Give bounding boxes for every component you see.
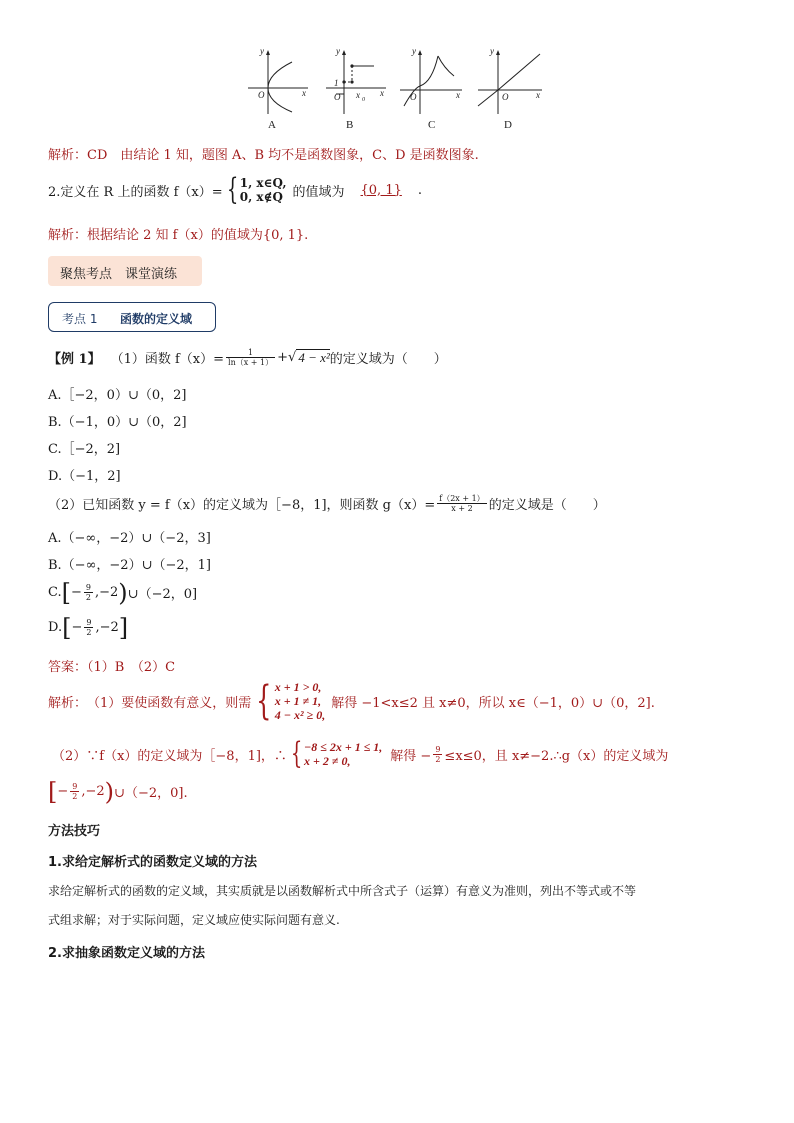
graph-d-origin: O — [502, 92, 509, 102]
analysis-1-label: 解析： — [48, 148, 88, 163]
graph-c-origin: O — [410, 92, 417, 102]
analysis-3-part-3 — [48, 777, 188, 806]
section-banner-text: 聚焦考点 课堂演练 — [60, 267, 178, 282]
topic-title: 函数的定义域 — [120, 312, 193, 326]
methods-body-1-line-2: 式组求解；对于实际问题，定义域应使实际问题有意义. — [48, 913, 340, 927]
methods-title: 方法技巧 — [48, 824, 101, 839]
fraction-numerator: 9 — [86, 618, 92, 627]
option-2a: A.（−∞，−2）∪（−2，3] — [48, 531, 211, 546]
fraction-denominator: 2 — [435, 754, 441, 764]
option-1d: D.（−1，2] — [48, 469, 121, 484]
analysis-3-part-2 — [52, 736, 669, 771]
analysis-3-p2-brace: { — [290, 736, 303, 771]
minus-sign: − — [71, 620, 83, 635]
q2-case-1: 1, x∈Q, — [239, 176, 287, 190]
graph-d-y-label: y — [490, 46, 494, 56]
analysis-3-p1-text: （1）要使函数有意义，则需 — [87, 695, 252, 711]
analysis-3-p1-result: 解得 −1<x≤2 且 x≠0，所以 x∈（−1，0）∪（0，2]. — [331, 695, 655, 711]
graph-b-x-label: x — [380, 88, 384, 98]
sqrt-sign: √ — [288, 350, 297, 365]
option-2d — [48, 613, 129, 642]
analysis-3-p3-rest: ∪（−2，0]. — [114, 786, 188, 801]
graph-a-origin: O — [258, 90, 265, 100]
option-1c: C.［−2，2] — [48, 442, 121, 457]
graph-a-x-label: x — [302, 88, 306, 98]
right-paren: ) — [104, 777, 115, 806]
graph-b-y-label: y — [336, 46, 340, 56]
example-part1-suffix: 的定义域为（ ） — [329, 352, 447, 367]
example-1-part-1 — [48, 348, 447, 367]
option-1b: B.（−1，0）∪（0，2] — [48, 415, 187, 430]
analysis-2 — [48, 224, 308, 243]
left-bracket: [ — [61, 578, 71, 607]
example-part2-prefix: （2）已知函数 y = f（x）的定义域为［−8，1]，则函数 g（x）= — [48, 498, 436, 513]
methods-body-1-line-1: 求给定解析式的函数的定义域，其实质就是以函数解析式中所含式子（运算）有意义为准则，列出不等式或不等 — [48, 884, 637, 898]
q2-prefix: 2.定义在 R 上的函数 f（x）= — [48, 184, 223, 200]
analysis-3-p2-result-b: ≤x≤0，且 x≠−2.∴g（x）的定义域为 — [444, 748, 669, 764]
q2-mid: 的值域为 — [292, 184, 345, 200]
option-2c-fraction — [84, 583, 93, 602]
topic-number: 考点 1 — [62, 312, 98, 326]
fraction-denominator: 2 — [85, 593, 91, 602]
fraction-denominator: x + 2 — [451, 504, 473, 513]
methods-heading-1: 1.求给定解析式的函数定义域的方法 — [48, 855, 257, 870]
analysis-3-label: 解析： — [48, 695, 88, 711]
analysis-3-p2-result-a: 解得 − — [390, 748, 432, 764]
analysis-2-label: 解析： — [48, 228, 88, 243]
answer: 答案：（1）B （2）C — [48, 660, 176, 675]
option-2c-upper: ,−2 — [95, 585, 119, 600]
fraction-numerator: 9 — [85, 583, 91, 592]
fraction-denominator: ln（x + 1） — [228, 358, 274, 367]
analysis-3-p1-cases — [275, 680, 325, 722]
analysis-3-p2-cases — [304, 740, 382, 768]
case-line: x + 1 ≠ 1, — [274, 694, 322, 708]
option-2c-rest: ∪（−2，0] — [127, 587, 198, 602]
option-2c — [48, 578, 198, 607]
graph-b-caption: B — [346, 119, 354, 131]
right-bracket: ] — [118, 613, 129, 642]
example-part1-sqrt: 4 − x² — [298, 350, 330, 365]
analysis-1 — [48, 144, 479, 163]
case-line: 4 − x² ≥ 0, — [274, 708, 326, 722]
option-1a: A.［−2，0）∪（0，2] — [48, 388, 187, 403]
q2-answer: {0, 1} — [360, 182, 402, 198]
graph-b-one-label: 1 — [334, 78, 339, 88]
case-line: x + 1 > 0, — [274, 680, 322, 694]
option-2c-prefix: C. — [48, 585, 62, 600]
analysis-3-p1-brace: { — [256, 678, 272, 724]
fraction-numerator: 9 — [435, 744, 441, 754]
graph-b-x0-sub: 0 — [362, 97, 365, 103]
fraction-numerator: 1 — [226, 348, 275, 358]
analysis-3-p3-upper: ,−2 — [81, 784, 105, 799]
graph-a-y-label: y — [260, 46, 264, 56]
right-paren: ) — [118, 578, 128, 607]
option-2b: B.（−∞，−2）∪（−2，1] — [48, 558, 211, 573]
graph-b-origin: O — [334, 92, 341, 102]
fraction-denominator: 2 — [72, 792, 78, 801]
left-bracket: [ — [48, 777, 58, 806]
example-part1-prefix: （1）函数 f（x）= — [110, 352, 225, 367]
question-2 — [48, 172, 423, 207]
fraction-numerator: f（2x + 1） — [439, 494, 485, 503]
example-part1-fraction — [226, 348, 275, 367]
option-2d-fraction — [84, 618, 93, 637]
analysis-3-p2-fraction — [433, 745, 442, 764]
example-part2-fraction — [437, 494, 486, 513]
q2-end: . — [417, 182, 423, 198]
case-line: −8 ≤ 2x + 1 ≤ 1, — [304, 740, 383, 754]
q2-cases — [240, 176, 287, 204]
option-2d-prefix: D. — [48, 620, 63, 635]
analysis-1-text: CD 由结论 1 知，题图 A、B 均不是函数图象，C、D 是函数图象. — [87, 148, 479, 163]
example-part2-suffix: 的定义域是（ ） — [488, 498, 606, 513]
q2-case-2: 0, x∉Q — [239, 190, 283, 204]
example-1-part-2 — [48, 494, 606, 513]
example-label: 【例 1】 — [48, 352, 101, 367]
graph-d-caption: D — [504, 119, 512, 131]
analysis-3-p2-text: （2）∵f（x）的定义域为［−8，1]，∴ — [52, 748, 287, 764]
analysis-3-p3-fraction — [70, 782, 79, 801]
graph-a-caption: A — [268, 119, 276, 131]
case-line: x + 2 ≠ 0, — [304, 754, 351, 768]
example-part1-plus: + — [277, 350, 289, 365]
graph-c-y-label: y — [412, 46, 416, 56]
graph-c-x-label: x — [456, 90, 460, 100]
methods-heading-2: 2.求抽象函数定义域的方法 — [48, 946, 205, 961]
minus-sign: − — [71, 585, 82, 600]
graph-b-x0-label: x — [356, 90, 360, 100]
fraction-numerator: 9 — [72, 782, 78, 791]
q2-brace: { — [226, 172, 238, 207]
graph-d-x-label: x — [536, 90, 540, 100]
function-graphs — [240, 42, 560, 132]
graph-c-caption: C — [428, 119, 436, 131]
option-2d-upper: ,−2 — [95, 620, 119, 635]
fraction-denominator: 2 — [86, 628, 92, 637]
analysis-3-part-1 — [48, 680, 655, 722]
minus-sign: − — [57, 784, 69, 799]
left-bracket: [ — [62, 613, 72, 642]
analysis-2-text: 根据结论 2 知 f（x）的值域为{0, 1}. — [87, 228, 309, 243]
